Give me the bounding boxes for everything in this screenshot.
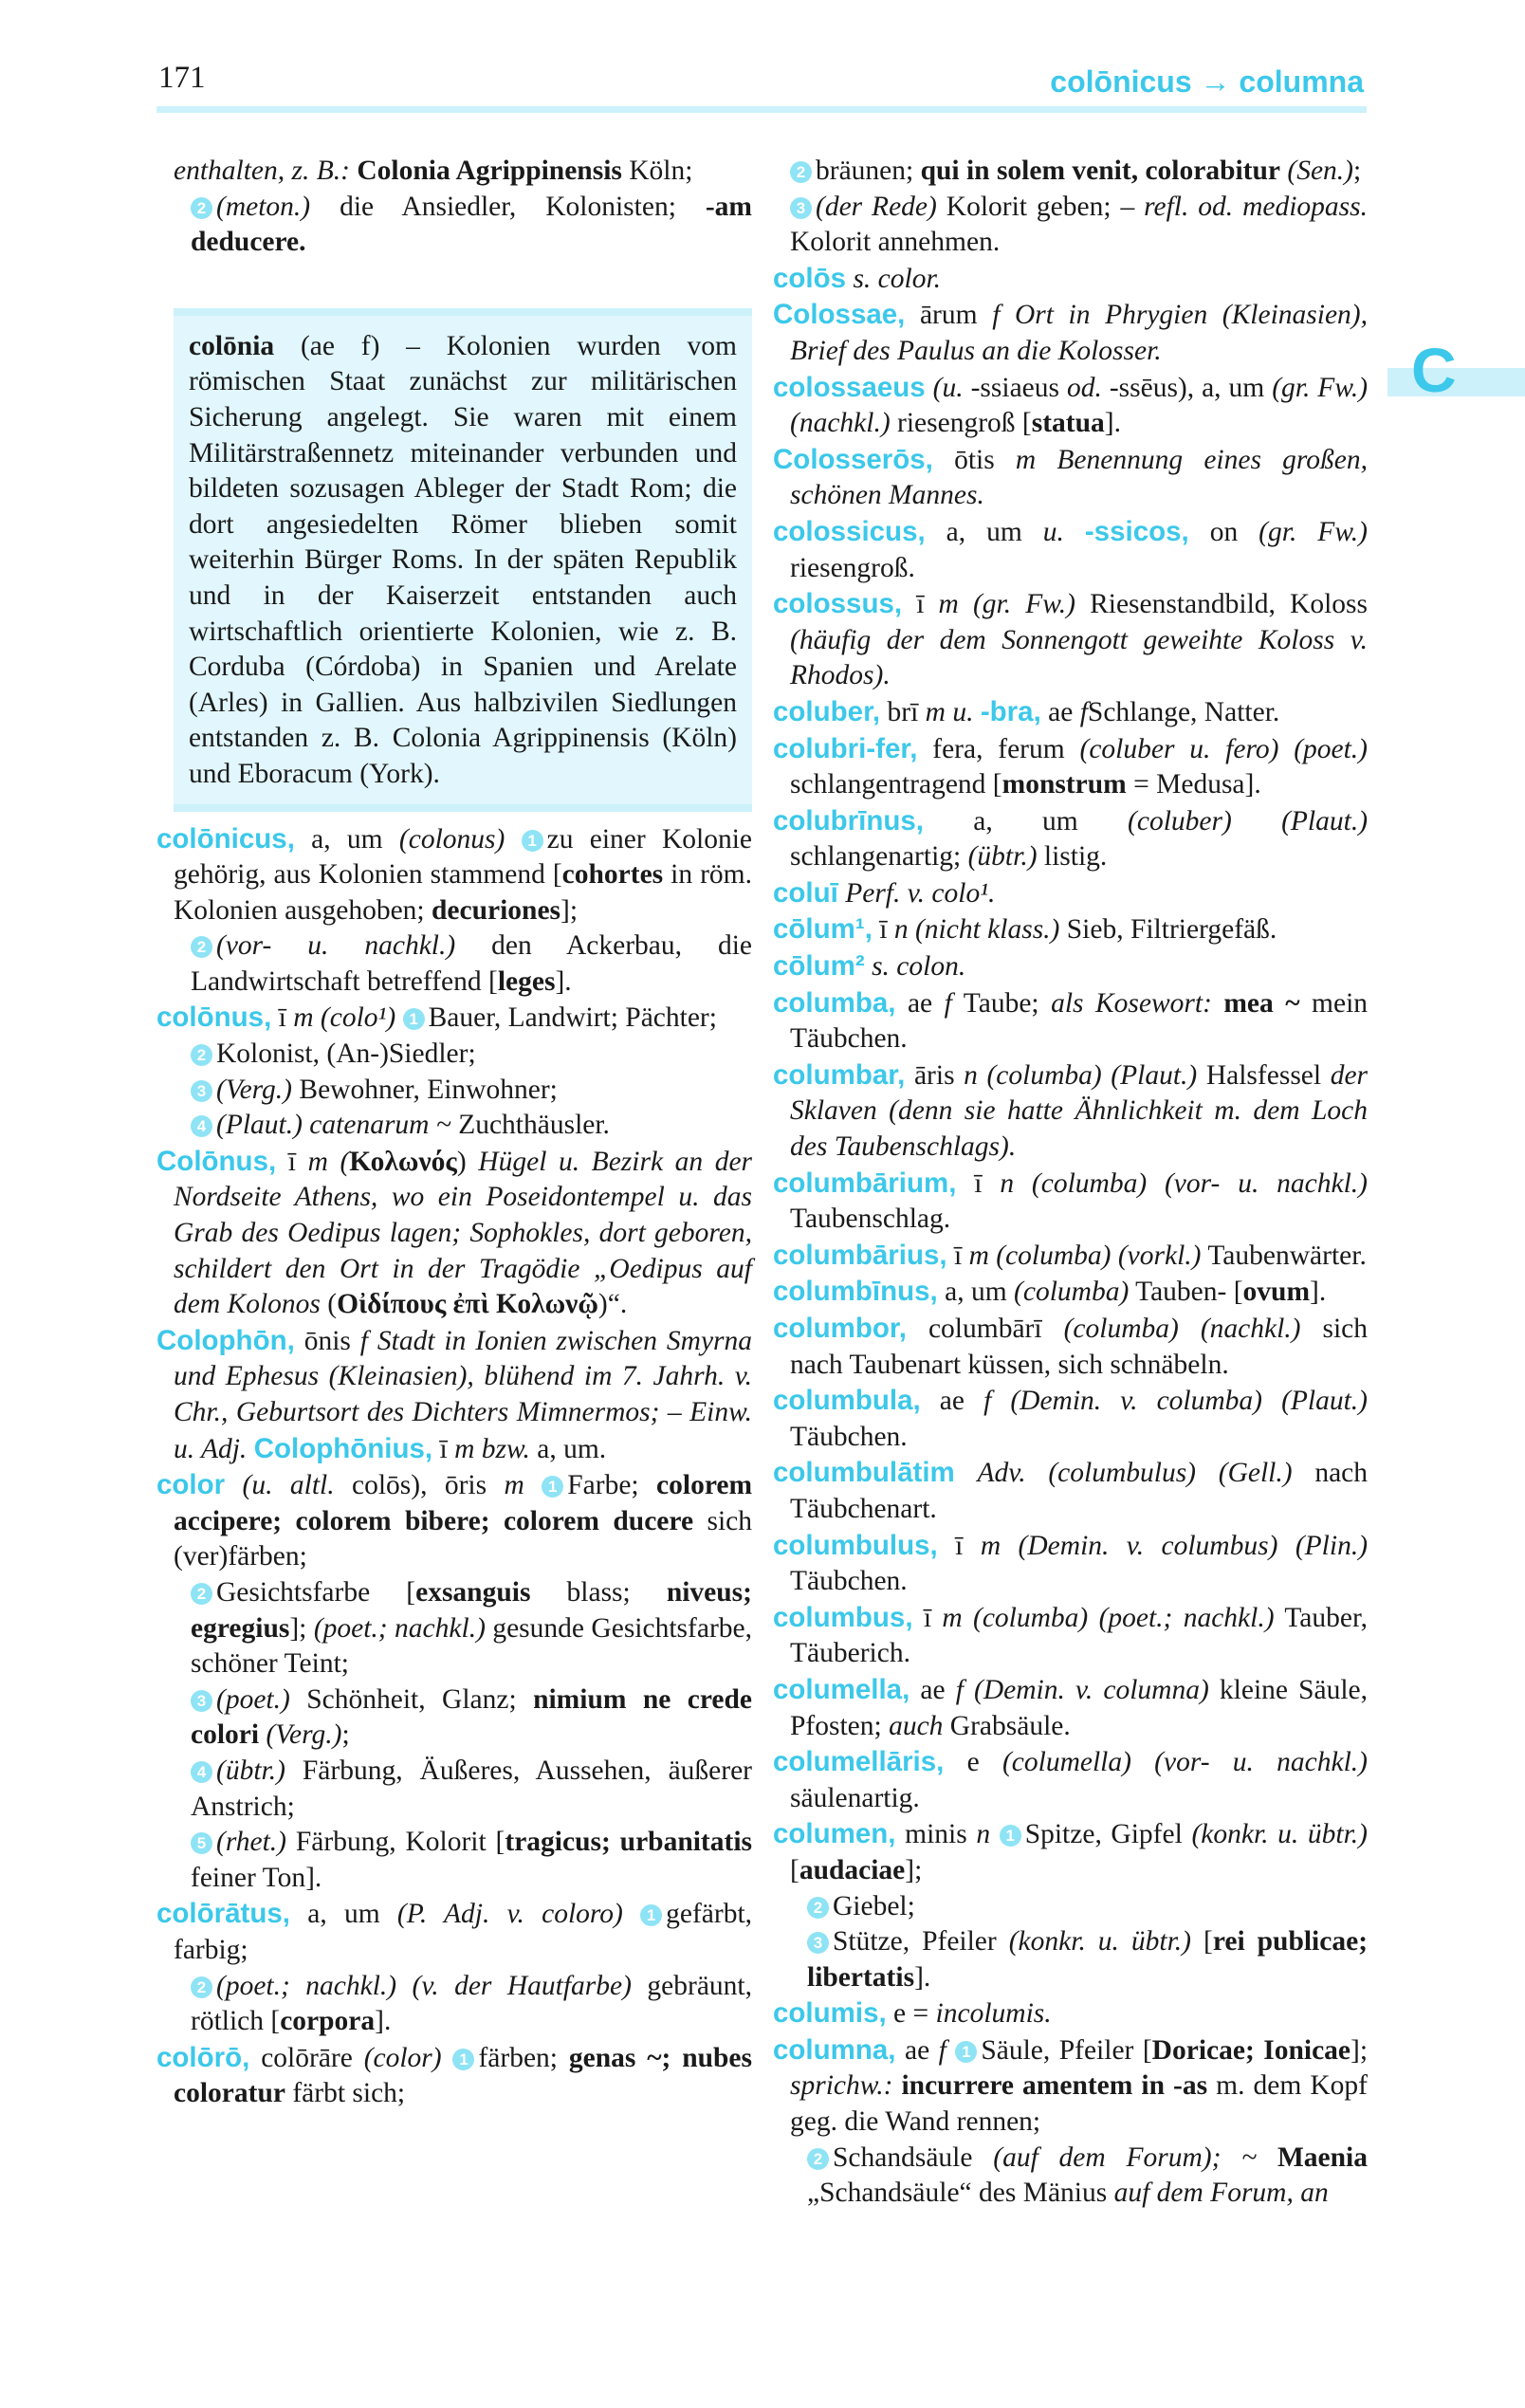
- entry-columbula: columbula, ae f (Demin. v. columba) (Plaut.) Täubchen.: [773, 1385, 1369, 1452]
- entry-columna: columna, ae f 1 Säule, Pfeiler [Doricae; Ionicae]; sprichw.: incurrere amentem in -as m. dem Kopf geg. die Wand rennen; 2 Schandsäule (auf dem Forum); ~ Maenia „Schandsäule“ des Mänius auf dem Forum, an: [773, 2033, 1369, 2209]
- headword: columen,: [773, 1818, 896, 1850]
- headword: columellāris,: [773, 1746, 945, 1778]
- info-box-colonia: colōnia (ae f) – Kolonien wurden vom römischen Staat zunächst zur militärischen Sicherung angelegt. Sie waren mit einem Militärstraßennetz miteinander verbunden und bildeten sozusagen Ableger der Stadt Rom; die dort angesiedelten Römer blieben somit weiterhin Bürger Roms. In der späten Republik und in der Kaiserzeit entstanden auch wirtschaftlich orientierte Kolonien, wie z. B. Corduba (Córdoba) in Spanien und Arelate (Arles) in Gallien. Aus halbzivilen Siedlungen entstanden z. B. Colonia Agrippinensis (Köln) und Eboracum (York).: [174, 308, 752, 812]
- entry-columbulatim: columbulātim Adv. (columbulus) (Gell.) nach Täubchenart.: [773, 1457, 1369, 1524]
- sense-badge: 3: [807, 1932, 829, 1954]
- entry-columbarius: columbārius, ī m (columba) (vorkl.) Taubenwärter.: [773, 1239, 1367, 1271]
- entry-columba: columba, ae f Taube; als Kosewort: mea ~ mein Täubchen.: [773, 986, 1369, 1055]
- sense-badge: 1: [955, 2041, 977, 2063]
- headword: cōlum²: [773, 950, 865, 983]
- sense-badge: 1: [542, 1476, 563, 1498]
- headword: columbulus,: [773, 1529, 938, 1561]
- headword: color: [156, 1469, 226, 1501]
- headword: coluber,: [773, 695, 881, 727]
- headword: columbula,: [773, 1385, 921, 1417]
- headword: colossicus,: [773, 515, 926, 547]
- headword: cōlum¹,: [773, 913, 873, 946]
- entry-columen: columen, minis n 1 Spitze, Gipfel (konkr. u. übtr.) [audaciae]; 2 Giebel; 3 Stütze, Pfeiler (konkr. u. übtr.) [rei publicae; libertatis].: [773, 1818, 1369, 1993]
- headword: columbīnus,: [773, 1276, 938, 1308]
- entry-colonicus: colōnicus, a, um (colonus) 1 zu einer Kolonie gehörig, aus Kolonien stammend [cohortes in röm. Kolonien ausgehoben; decuriones]; 2 (vor- u. nachkl.) den Ackerbau, die Landwirtschaft betreffend [leges].: [156, 822, 753, 997]
- headword: columbus,: [773, 1601, 913, 1633]
- entry-coloro: colōrō, colōrāre (color) 1 färben; genas ~; nubes coloratur färbt sich;: [156, 2041, 753, 2109]
- sense-badge: 4: [191, 1761, 212, 1783]
- entry-columbinus: columbīnus, a, um (columba) Tauben- [ovum].: [773, 1276, 1327, 1308]
- header-rule: [156, 106, 1367, 113]
- sense-badge: 2: [790, 161, 812, 183]
- entry-colonus: colōnus, ī m (colo¹) 1 Bauer, Landwirt; Pächter; 2 Kolonist, (An-)Siedler; 3 (Verg.) Bewohner, Einwohner; 4 (Plaut.) catenarum ~ Zuchthäusler.: [156, 1002, 717, 1141]
- headword: columbārius,: [773, 1239, 947, 1271]
- entry-Colonus: Colōnus, ī m (Κολωνός) Hügel u. Bezirk an der Nordseite Athens, wo ein Poseidontempel u. das Grab des Oedipus lagen; Sophokles, dort geboren, schildert den Ort in der Tragödie „Oedipus auf dem Kolonos (Οἰδίπους ἐπὶ Κολωνῷ)“.: [156, 1145, 753, 1320]
- entry-colui: coluī Perf. v. colo¹.: [773, 876, 996, 909]
- entry-colubrinus: colubrīnus, a, um (coluber) (Plaut.) schlangenartig; (übtr.) listig.: [773, 804, 1369, 873]
- entry-columbarium: columbārium, ī n (columba) (vor- u. nachkl.) Taubenschlag.: [773, 1167, 1368, 1235]
- sense-badge: 1: [640, 1904, 662, 1926]
- headword: columbar,: [773, 1058, 906, 1091]
- entry-colossus: colossus, ī m (gr. Fw.) Riesenstandbild, Koloss (häufig der dem Sonnengott geweihte Koloss v. Rhodos).: [773, 588, 1368, 691]
- headword: colōnus,: [156, 1002, 272, 1034]
- running-head: colōnicus → columna: [1050, 64, 1364, 99]
- headword: colossus,: [773, 588, 903, 620]
- entry-colum2: cōlum² s. colon.: [773, 950, 966, 983]
- entry-Colophon: Colophōn, ōnis f Stadt in Ionien zwischen Smyrna und Ephesus (Kleinasien), blühend im 7. Jahrh. v. Chr., Geburtsort des Dichters Mimnermos; – Einw. u. Adj. Colophōnius, ī m bzw. a, um.: [156, 1324, 753, 1464]
- sense-badge: 4: [191, 1115, 212, 1137]
- headword: columbārium,: [773, 1167, 957, 1199]
- sub-headword: -ssicos,: [1084, 515, 1189, 547]
- entry-colubrifer: colubri-fer, fera, ferum (coluber u. fero) (poet.) schlangentragend [monstrum = Medusa].: [773, 732, 1369, 800]
- sense-badge: 2: [191, 1583, 212, 1605]
- entry-columbulus: columbulus, ī m (Demin. v. columbus) (Plin.) Täubchen.: [773, 1529, 1369, 1597]
- sense-badge: 1: [403, 1008, 425, 1030]
- entry-continuation: 2 bräunen; qui in solem venit, colorabitur (Sen.); 3 (der Rede) Kolorit geben; – refl. od. mediopass. Kolorit annehmen.: [790, 156, 1369, 258]
- left-column: [156, 154, 752, 2112]
- sense-badge: 2: [807, 1897, 829, 1919]
- headword: columbulātim: [773, 1457, 955, 1489]
- entry-Colosseros: Colosserōs, ōtis m Benennung eines großen, schönen Mannes.: [773, 443, 1368, 511]
- sense-badge: 2: [191, 936, 212, 958]
- entry-columis: columis, e = incolumis.: [773, 1997, 1052, 2030]
- entry-colos: colōs s. color.: [773, 262, 942, 294]
- sense-badge: 1: [522, 830, 543, 852]
- headword: columbor,: [773, 1313, 907, 1344]
- sense-badge: 3: [191, 1080, 212, 1102]
- entry-columellaris: columellāris, e (columella) (vor- u. nachkl.) säulenartig.: [773, 1746, 1368, 1813]
- headword: columba,: [773, 986, 896, 1019]
- headword: Colōnus,: [156, 1145, 277, 1177]
- entry-continuation: enthalten, z. B.: Colonia Agrippinensis Köln; 2 (meton.) die Ansiedler, Kolonisten; -am deducere.: [174, 156, 752, 258]
- headword: colōrō,: [156, 2041, 250, 2073]
- entry-coloratus: colōrātus, a, um (P. Adj. v. coloro) 1 gefärbt, farbig; 2 (poet.; nachkl.) (v. der Hautfarbe) gebräunt, rötlich [corpora].: [156, 1898, 753, 2037]
- headword: Colosserōs,: [773, 443, 933, 475]
- sense-badge: 2: [191, 197, 212, 219]
- sense-badge: 5: [191, 1832, 212, 1854]
- entry-columbar: columbar, āris n (columba) (Plaut.) Halsfessel der Sklaven (denn sie hatte Ähnlichkeit m. dem Loch des Taubenschlags).: [773, 1058, 1369, 1163]
- entry-colossicus: colossicus, a, um u. -ssicos, on (gr. Fw.) riesengroß.: [773, 515, 1369, 583]
- headword: columis,: [773, 1997, 887, 2030]
- thumb-index-letter: C: [1411, 335, 1457, 405]
- sub-headword: Colophōnius,: [253, 1432, 433, 1464]
- entry-colossaeus: colossaeus (u. -ssiaeus od. -ssēus), a, um (gr. Fw.) (nachkl.) riesengroß [statua].: [773, 371, 1369, 439]
- entry-coluber: coluber, brī m u. -bra, ae fSchlange, Natter.: [773, 695, 1280, 727]
- sense-badge: 1: [452, 2049, 474, 2070]
- entry-Colossae: Colossae, ārum f Ort in Phrygien (Kleinasien), Brief des Paulus an die Kolosser.: [773, 299, 1369, 366]
- sub-headword: -bra,: [980, 695, 1041, 727]
- headword: colōnicus,: [156, 822, 295, 855]
- sense-badge: 2: [807, 2148, 829, 2170]
- headword: colōs: [773, 262, 847, 294]
- headword: columna,: [773, 2033, 896, 2066]
- entry-columbor: columbor, columbārī (columba) (nachkl.) sich nach Taubenart küssen, sich schnäbeln.: [773, 1313, 1369, 1380]
- headword: colubri-fer,: [773, 732, 918, 764]
- entry-columella: columella, ae f (Demin. v. columna) kleine Säule, Pfosten; auch Grabsäule.: [773, 1673, 1369, 1741]
- headword: colōrātus,: [156, 1898, 290, 1930]
- sense-badge: 1: [1000, 1825, 1021, 1847]
- headword: colubrīnus,: [773, 804, 924, 836]
- headword: columella,: [773, 1673, 910, 1705]
- entry-colum1: cōlum¹, ī n (nicht klass.) Sieb, Filtriergefäß.: [773, 913, 1277, 946]
- page-number: 171: [158, 61, 206, 95]
- headword: Colophōn,: [156, 1324, 295, 1356]
- headword: colossaeus: [773, 371, 926, 403]
- right-column: [773, 154, 1368, 2212]
- sense-badge: 3: [790, 197, 812, 219]
- sense-badge: 2: [191, 1044, 212, 1066]
- entry-columbus: columbus, ī m (columba) (poet.; nachkl.) Tauber, Täuberich.: [773, 1601, 1369, 1669]
- headword: coluī: [773, 876, 838, 909]
- headword: Colossae,: [773, 299, 906, 331]
- sense-badge: 2: [191, 1976, 212, 1998]
- sense-badge: 3: [191, 1690, 212, 1712]
- entry-color: color (u. altl. colōs), ōris m 1 Farbe; colorem accipere; colorem bibere; colorem ducere sich (ver)färben; 2 Gesichtsfarbe [exsanguis blass; niveus; egregius]; (poet.; nachkl.) gesunde Gesichtsfarbe, schöner Teint; 3 (poet.) Schönheit, Glanz; nimium ne crede colori (Verg.); 4 (übtr.) Färbung, Äußeres, Aussehen, äußerer Anstrich; 5 (rhet.) Färbung, Kolorit [tragicus; urbanitatis feiner Ton].: [156, 1469, 753, 1893]
